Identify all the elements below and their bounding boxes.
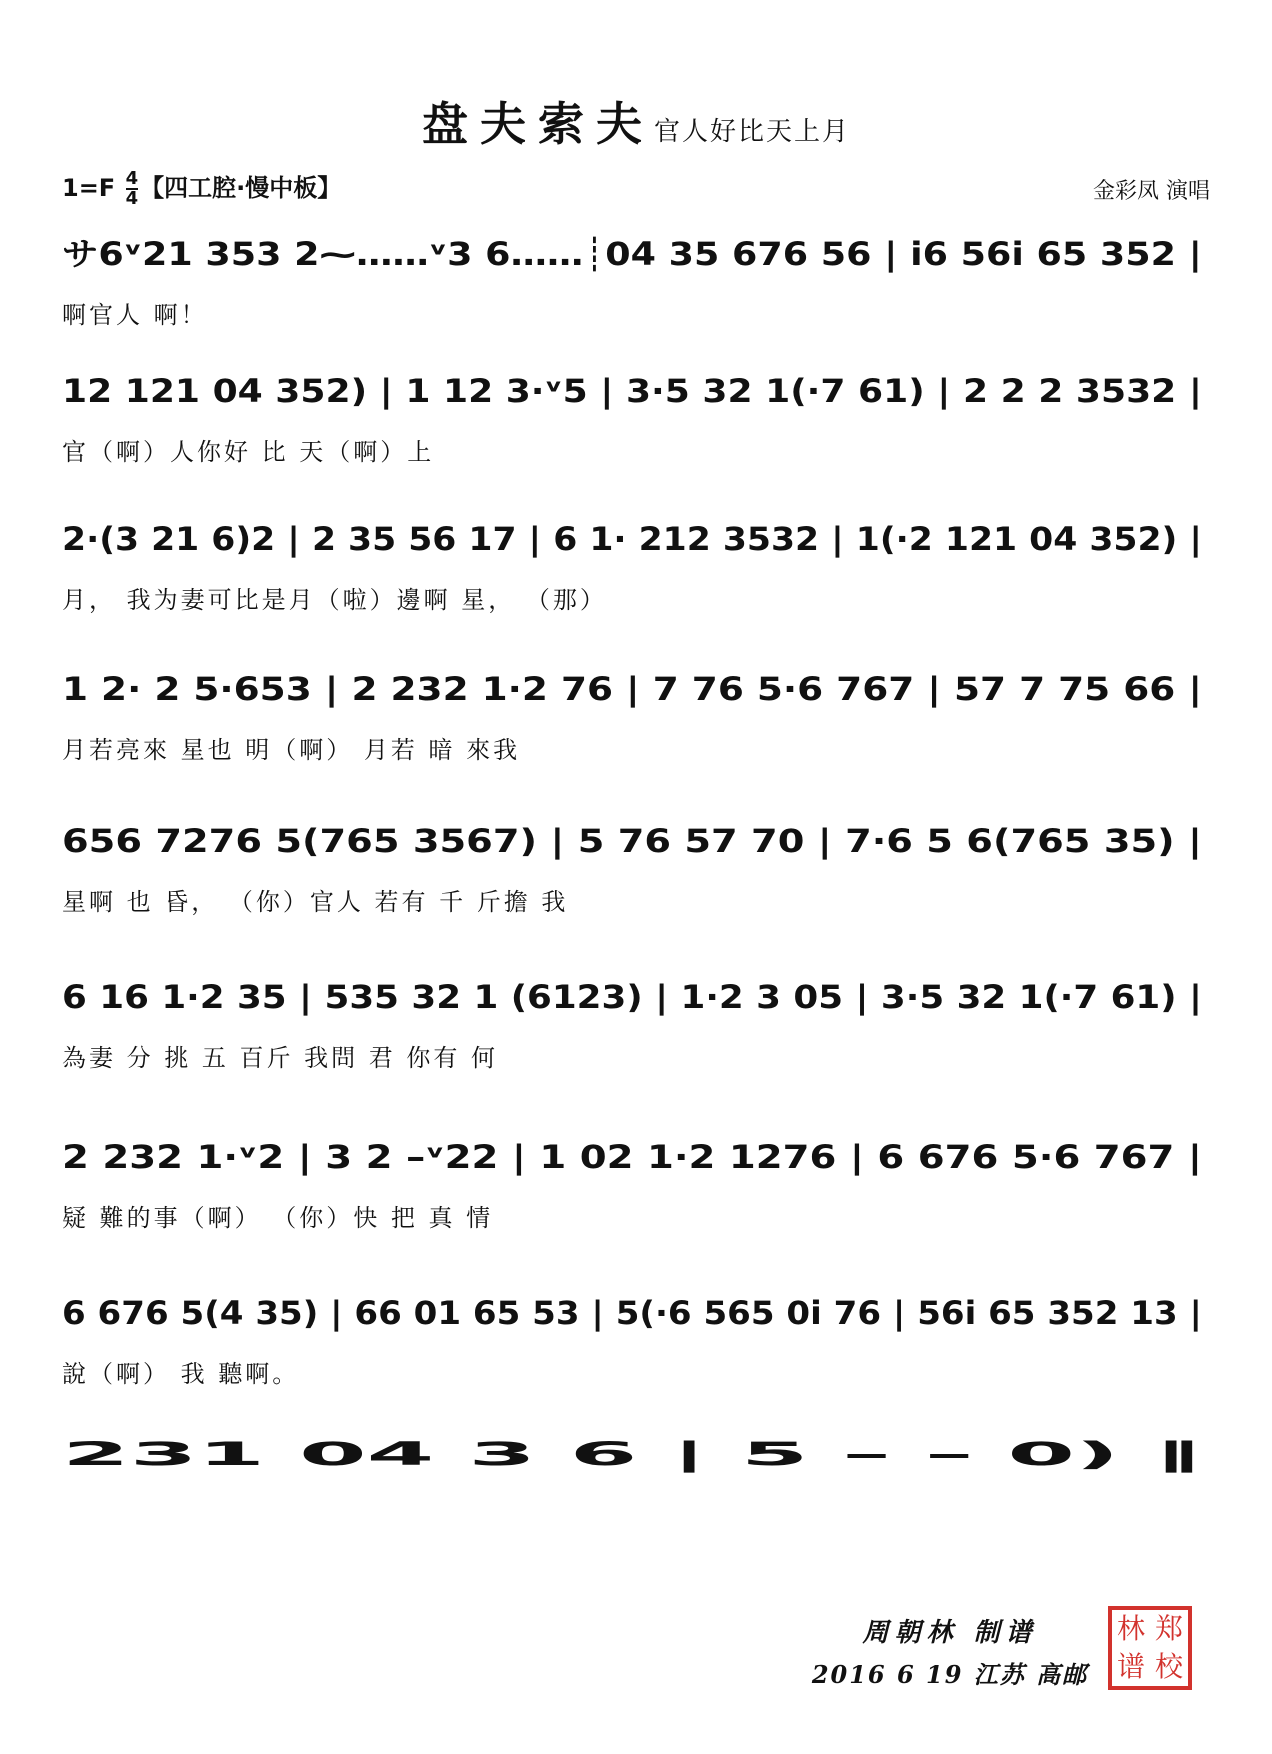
- lyric-line: 啊官人 啊！: [62, 301, 208, 329]
- notation-line: [62, 1284, 1212, 1340]
- notation-line: [62, 362, 1212, 418]
- notation-line: [62, 968, 1212, 1024]
- notation-line: [62, 510, 1212, 566]
- lyric-line: 月若亮來 星也 明（啊） 月若 暗 來我: [62, 736, 521, 764]
- notation-text: 12 121 04 352) | 1 12 3·ᵛ5 | 3·5 32 1(·7 61) | 2 2 2 3532 |: [62, 372, 1074, 410]
- seal-glyph: 谱: [1116, 1650, 1145, 1683]
- seal-glyph: 林: [1116, 1612, 1145, 1645]
- lyric-line: 官（啊）人你好 比 天（啊）上: [62, 438, 435, 466]
- score-subtitle: 官人好比天上月: [653, 117, 850, 147]
- title-block: [0, 88, 1272, 154]
- notation-line: [62, 812, 1212, 868]
- seal-glyph: 郑: [1154, 1612, 1183, 1645]
- notation-text: 6 676 5(4 35) | 66 01 65 53 | 5(·6 565 0i 76 | 56i 65 352 13 |: [62, 1294, 1134, 1332]
- time-bottom: 4: [125, 188, 139, 209]
- notation-text: 2 232 1·ᵛ2 | 3 2 –ᵛ22 | 1 02 1·2 1276 | 6 676 5·6 767 |: [62, 1138, 1007, 1176]
- performer: 金彩凤 演唱: [1093, 179, 1210, 204]
- transcriber: 周朝林 制谱: [862, 1618, 1038, 1648]
- key-label: 1=F: [62, 174, 116, 202]
- notation-text: 2·(3 21 6)2 | 2 35 56 17 | 6 1· 212 3532 | 1(·2 121 04 352) |: [62, 520, 1117, 558]
- key-signature: [62, 168, 341, 208]
- notation-text: 6 16 1·2 35 | 535 32 1 (6123) | 1·2 3 05 | 3·5 32 1(·7 61) |: [62, 978, 1085, 1016]
- time-signature: [126, 170, 139, 208]
- notation-line: [62, 660, 1212, 716]
- notation-line: [62, 1128, 1212, 1184]
- lyric-line: 月， 我为妻可比是月（啦）邊啊 星， （那）: [62, 586, 607, 614]
- notation-line: [62, 225, 1212, 281]
- notation-line: [62, 1425, 1212, 1481]
- lyric-line: 說（啊） 我 聽啊。: [62, 1360, 300, 1388]
- credit-block: [800, 1612, 1100, 1690]
- notation-text: 1 2· 2 5·653 | 2 232 1·2 76 | 7 76 5·6 767 | 57 7 75 66 |: [62, 670, 1038, 708]
- lyric-line: 為妻 分 挑 五 百斤 我問 君 你有 何: [62, 1044, 499, 1072]
- date-place: 2016 6 19 江苏 高邮: [811, 1660, 1089, 1689]
- score-title: 盘夫索夫: [421, 97, 654, 151]
- notation-text: 656 7276 5(765 3567) | 5 76 57 70 | 7·6 5 6(765 35) |: [62, 822, 1014, 860]
- seal-stamp: [1108, 1606, 1192, 1690]
- seal-glyph: 校: [1154, 1650, 1183, 1683]
- time-top: 4: [125, 168, 139, 189]
- notation-text: サ6ᵛ21 353 2⁓……ᵛ3 6……┊04 35 676 56 | i6 56i 65 352 |: [62, 235, 1064, 273]
- lyric-line: 疑 難的事（啊） （你）快 把 真 情: [62, 1204, 494, 1232]
- tempo-style: 【四工腔·慢中板】: [140, 174, 342, 202]
- notation-text: 231 04 3 6 | 5 – – 0) ‖: [62, 1435, 437, 1473]
- lyric-line: 星啊 也 昏， （你）官人 若有 千 斤擔 我: [62, 888, 569, 916]
